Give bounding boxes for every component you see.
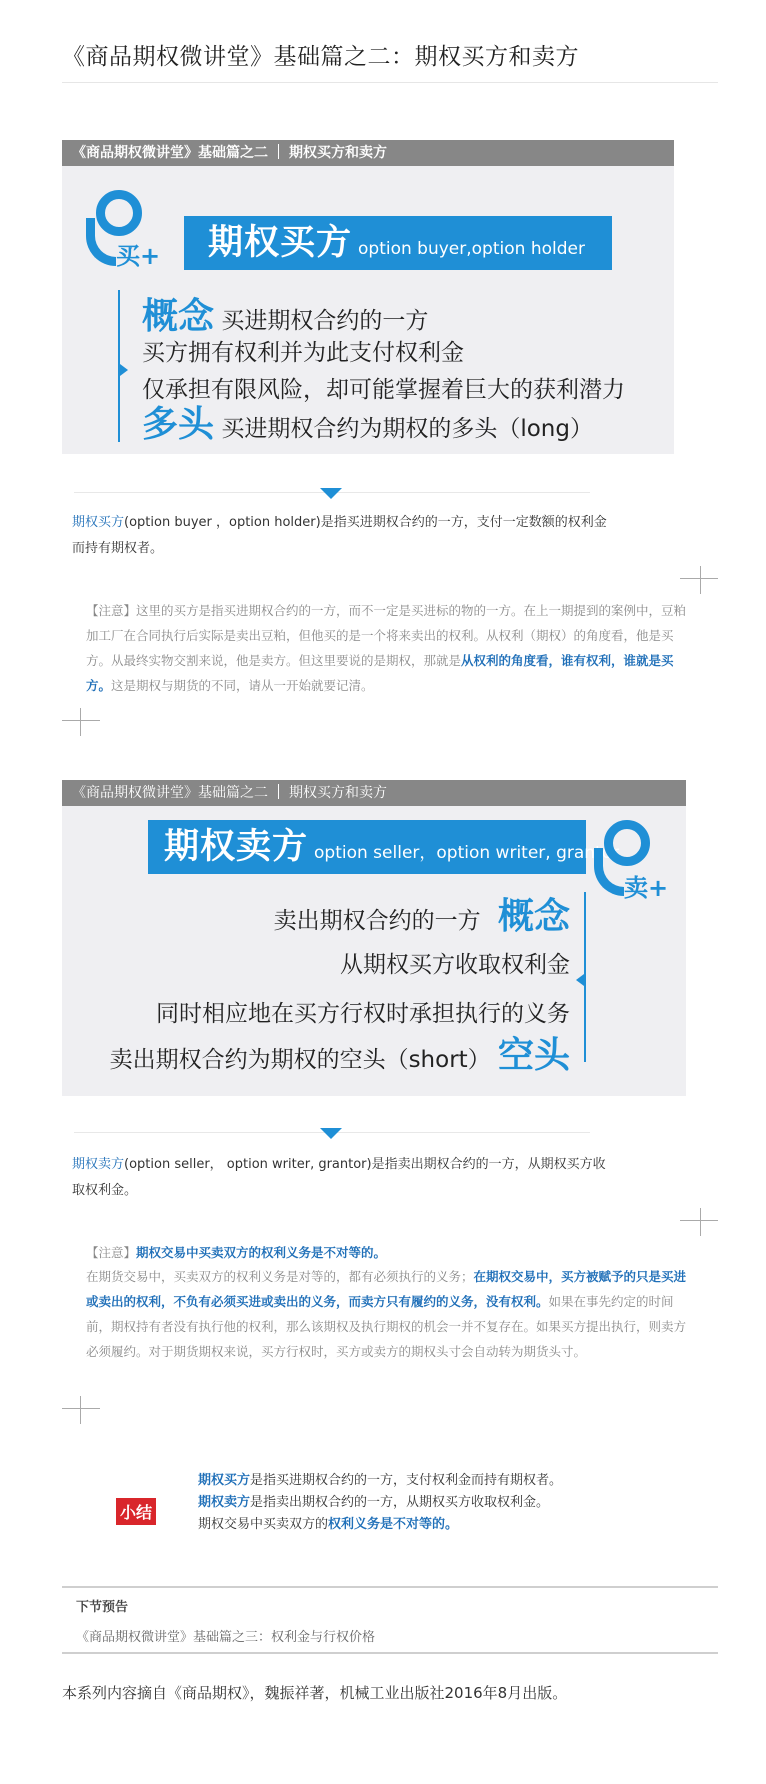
summary-block	[198, 1470, 572, 1536]
corner-mark	[80, 708, 81, 736]
note-emphasis: 从权利的角度看，谁有权利，谁就是买方。	[86, 653, 674, 693]
bar-separator	[278, 144, 279, 159]
buyer-banner	[62, 140, 674, 454]
note-tag: 【注意】	[86, 1245, 137, 1260]
seller-concept-line: 卖出期权合约的一方 概念	[273, 896, 570, 937]
series-title: 《商品期权微讲堂》基础篇之二	[72, 145, 268, 161]
seller-term: 期权卖方	[72, 1157, 125, 1172]
buyer-heading: 期权买方	[208, 223, 353, 263]
summary-obligation: 期权交易中买卖双方的权利义务是不对等的。	[198, 1517, 459, 1532]
corner-mark	[700, 566, 701, 594]
buyer-heading-en: option buyer,option holder	[358, 239, 585, 259]
seller-note: 在期货交易中，买卖双方的权利义务是对等的，都有必须执行的义务；在期权交易中，买方被赋予的只是买进或卖出的权利，不负有必须买进或卖出的义务，而卖方只有履约的义务，没有权利。如果在事先约定的时间前，期权持有者没有执行他的权利，那么该期权及执行期权的机会一并不复存在。如果买方提出执行，则卖方必须履约。对于期货期权来说，买方行权时，买方或卖方的期权头寸会自动转为期货头寸。	[86, 1269, 687, 1359]
buyer-down-arrow	[320, 488, 342, 499]
note-emphasis: 在期权交易中，买方被赋予的只是买进或卖出的权利，不负有必须买进或卖出的义务，而卖方只有履约的义务，没有权利。	[86, 1269, 687, 1309]
seller-banner-bar	[62, 780, 686, 806]
corner-mark	[680, 578, 718, 579]
seller-person-icon	[590, 820, 686, 910]
buyer-long-line: 多头 买进期权合约为期权的多头（long）	[142, 404, 593, 445]
seller-note-headline: 【注意】期权交易中买卖双方的权利义务是不对等的。	[86, 1245, 387, 1260]
seller-accent-arrow	[576, 974, 584, 986]
next-preview-link[interactable]: 《商品期权微讲堂》基础篇之三：权利金与行权价格	[76, 1630, 376, 1645]
bar-separator	[278, 784, 279, 799]
preview-bottom-rule	[62, 1652, 718, 1654]
seller-accent-line	[584, 892, 586, 1062]
corner-mark	[80, 1396, 81, 1424]
seller-heading-en: option seller，option writer, grantor	[314, 843, 620, 863]
summary-buyer: 期权买方是指买进期权合约的一方，支付权利金而持有期权者。	[198, 1473, 563, 1488]
buyer-concept-line: 概念 买进期权合约的一方	[142, 296, 429, 337]
next-preview-label: 下节预告	[76, 1600, 129, 1615]
topic-title: 期权买方和卖方	[289, 785, 387, 801]
seller-heading-banner	[148, 820, 620, 874]
buyer-accent-arrow	[120, 364, 128, 376]
seller-heading: 期权卖方	[164, 827, 309, 867]
short-keyword: 空头	[497, 1035, 570, 1076]
buyer-heading-banner	[184, 216, 612, 270]
buyer-definition: 期权买方(option buyer ，option holder)是指买进期权合约的一方，支付一定数额的权利金而持有期权者。	[72, 515, 607, 556]
seller-obligation-line: 同时相应地在买方行权时承担执行的义务	[156, 1001, 570, 1027]
buyer-banner-bar	[62, 140, 674, 166]
topic-title: 期权买方和卖方	[289, 145, 387, 161]
corner-mark	[62, 720, 100, 721]
buyer-note: 【注意】这里的买方是指买进期权合约的一方，而不一定是买进标的物的一方。在上一期提到的案例中，豆粕加工厂在合同执行后实际是卖出豆粕，但他买的是一个将来卖出的权利。从权利（期权）的角度看，他是买方。从最终实物交割来说，他是卖方。但这里要说的是期权，那就是从权利的角度看，谁有权利，谁就是买方。这是期权与期货的不同，请从一开始就要记清。	[86, 603, 687, 693]
title-divider	[62, 82, 718, 83]
summary-badge: 小结	[116, 1498, 156, 1525]
buyer-risk-line: 仅承担有限风险，却可能掌握着巨大的获利潜力	[142, 377, 625, 403]
corner-mark	[700, 1208, 701, 1236]
note-tag: 【注意】	[86, 603, 137, 618]
seller-down-arrow	[320, 1128, 342, 1139]
buyer-person-icon	[86, 190, 176, 270]
concept-keyword: 概念	[497, 896, 570, 937]
long-keyword: 多头	[142, 404, 215, 445]
seller-short-line: 卖出期权合约为期权的空头（short） 空头	[109, 1035, 570, 1076]
buyer-icon-tag: 买+	[116, 242, 161, 270]
corner-mark	[680, 1220, 718, 1221]
series-title: 《商品期权微讲堂》基础篇之二	[72, 785, 268, 801]
buyer-right-line: 买方拥有权利并为此支付权利金	[142, 340, 464, 366]
source-footer: 本系列内容摘自《商品期权》，魏振祥著，机械工业出版社2016年8月出版。	[62, 1684, 568, 1702]
seller-definition: 期权卖方(option seller， option writer, grantor)是指卖出期权合约的一方，从期权买方收取权利金。	[72, 1157, 606, 1198]
seller-icon-tag: 卖+	[624, 874, 669, 902]
concept-keyword: 概念	[142, 296, 215, 337]
summary-seller: 期权卖方是指卖出期权合约的一方，从期权买方收取权利金。	[198, 1495, 550, 1510]
buyer-term: 期权买方	[72, 515, 125, 530]
seller-banner	[62, 780, 686, 1096]
corner-mark	[62, 1408, 100, 1409]
seller-premium-line: 从期权买方收取权利金	[340, 952, 570, 978]
article-title: 《商品期权微讲堂》基础篇之二：期权买方和卖方	[62, 44, 579, 70]
preview-top-rule	[62, 1586, 718, 1588]
